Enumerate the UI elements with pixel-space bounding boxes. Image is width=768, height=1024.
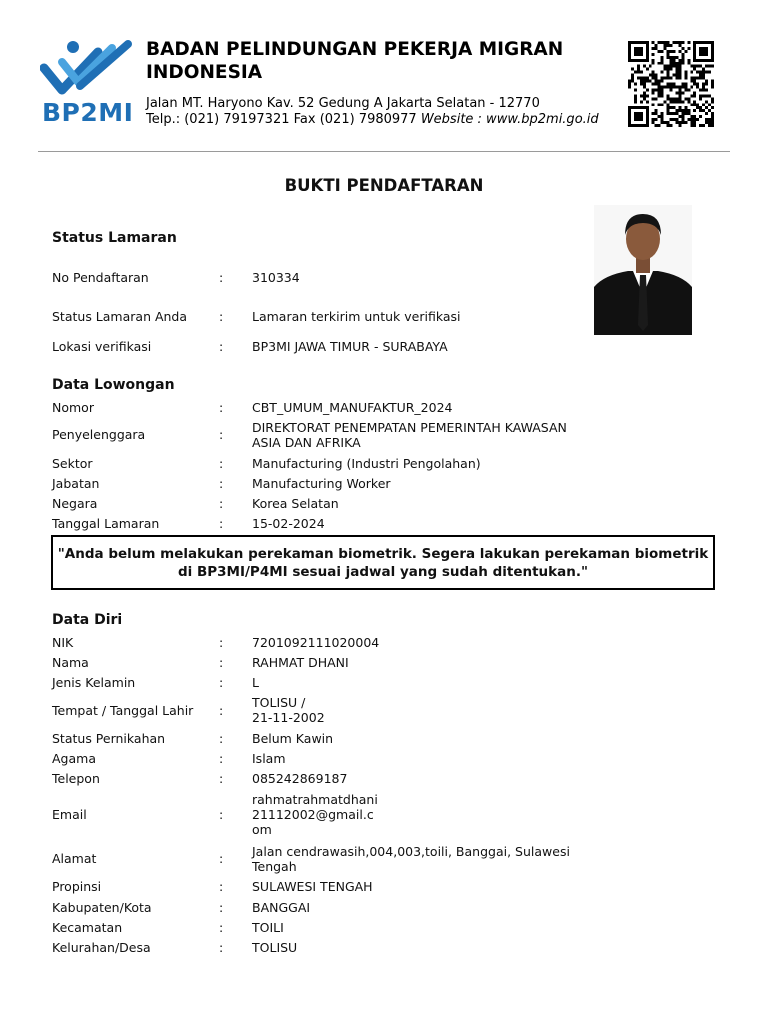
organization-name: BADAN PELINDUNGAN PEKERJA MIGRAN INDONESIA [146,39,564,83]
field-email: Email : rahmatrahmatdhani 21112002@gmail.c om [52,792,378,837]
organization-address [146,96,599,128]
website-text: Website : www.bp2mi.go.id [420,112,599,127]
address-line: Jalan MT. Haryono Kav. 52 Gedung A Jakarta Selatan - 12770 [146,96,540,111]
contact-line: Telp.: (021) 79197321 Fax (021) 7980977 Website : www.bp2mi.go.id [146,112,599,127]
field-tempat-tanggal-lahir: Tempat / Tanggal Lahir : TOLISU / 21-11-2002 [52,695,325,725]
page-title: BUKTI PENDAFTARAN [284,176,484,195]
logo-wordmark: BP2MI [42,98,134,127]
biometric-notice [51,535,715,590]
applicant-photo [594,205,692,335]
field-penyelenggara: Penyelenggara : DIREKTORAT PENEMPATAN PEMERINTAH KAWASAN ASIA DAN AFRIKA [52,420,567,450]
qr-code-icon [626,41,716,127]
notice-line-1: "Anda belum melakukan perekaman biometrik. Segera lakukan perekaman biometrik [57,545,709,562]
section-heading-diri: Data Diri [52,612,123,628]
header-divider [38,151,730,152]
letterhead [0,0,768,152]
notice-line-2: di BP3MI/P4MI sesuai jadwal yang sudah ditentukan." [177,563,589,580]
section-heading-lowongan: Data Lowongan [52,377,175,393]
section-heading-status: Status Lamaran [52,230,177,246]
field-alamat: Alamat : Jalan cendrawasih,004,003,toili, Banggai, Sulawesi Tengah [52,844,570,874]
